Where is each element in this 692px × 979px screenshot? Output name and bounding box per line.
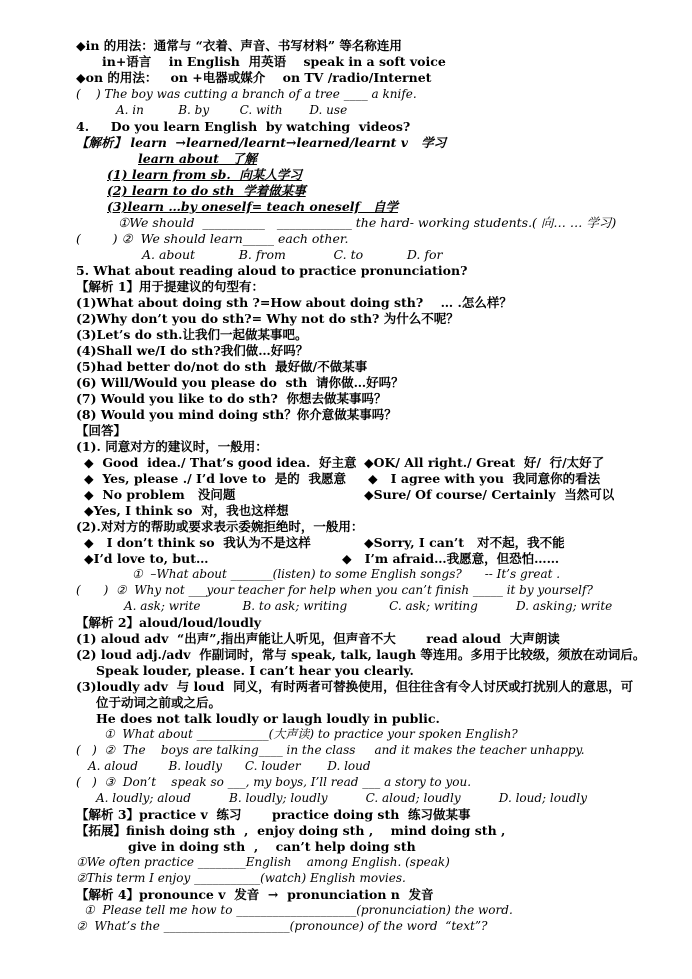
text-line: (3)Let’s do sth.让我们一起做某事吧。 xyxy=(76,327,308,342)
text-line: ② What’s the _____________________(pronounce) of the word “text”? xyxy=(76,919,488,933)
text-line: ◆ No problem 没问题 xyxy=(84,487,236,502)
text-line: 【解析】 learn →learned/learnt→learned/learnt v 学习 xyxy=(76,135,447,150)
text-line: ① What about ____________(大声读) to practice your spoken English? xyxy=(104,727,518,741)
text-line: (6) Will/Would you please do sth 请你做…好吗？ xyxy=(76,375,404,390)
text-line: ( ) ② Why not ___your teacher for help when you can’t finish _____ it by yourself? xyxy=(76,583,593,597)
text-line: He does not talk loudly or laugh loudly in public. xyxy=(96,711,440,726)
text-line: A. aloud B. loudly C. louder D. loud xyxy=(88,759,371,773)
right-column-text: ◆OK/ All right./ Great 好/ 行/太好了 xyxy=(364,455,605,470)
text-line: A. ask; write B. to ask; writing C. ask; writing D. asking; write xyxy=(124,599,613,613)
text-line: (4)Shall we/I do sth?我们做…好吗？ xyxy=(76,343,309,358)
text-line: ( ) ③ Don’t speak so ___, my boys, I’ll read ___ a story to you. xyxy=(76,775,472,789)
text-line: 【拓展】finish doing sth , enjoy doing sth , mind doing sth , xyxy=(76,823,506,838)
text-line: 【回答】 xyxy=(76,423,127,438)
text-line: ① –What about _______(listen) to some English songs? -- It’s great . xyxy=(132,567,561,581)
text-line: (5)had better do/not do sth 最好做/不做某事 xyxy=(76,359,368,374)
text-line: ◆I’d love to, but… xyxy=(84,551,209,566)
text-line: ( ) ② The boys are talking____ in the class and it makes the teacher unhappy. xyxy=(76,743,585,757)
text-line: A. loudly; aloud B. loudly; loudly C. aloud; loudly D. loud; loudly xyxy=(96,791,587,805)
text-line: 【解析 4】pronounce v 发音 → pronunciation n 发音 xyxy=(76,887,434,902)
text-line: ① Please tell me how to ____________________(pronunciation) the word. xyxy=(84,903,513,917)
text-line: ①We often practice ________English among English. (speak) xyxy=(76,855,450,869)
text-line: Speak louder, please. I can’t hear you clearly. xyxy=(96,663,414,678)
text-line: ①We should __________ ____________ the hard- working students.( 向… … 学习) xyxy=(118,215,617,230)
text-line: (2)Why don’t you do sth?= Why not do sth? 为什么不呢？ xyxy=(76,311,459,326)
text-line: 【解析 2】aloud/loud/loudly xyxy=(76,615,262,630)
text-line: (2).对对方的帮助或要求表示委婉拒绝时，一般用： xyxy=(76,519,364,534)
text-line: (7) Would you like to do sth? 你想去做某事吗？ xyxy=(76,391,387,406)
text-line: (1) learn from sb. 向某人学习 xyxy=(107,167,302,182)
text-line: ◆ Yes, please ./ I’d love to 是的 我愿意 xyxy=(84,471,346,486)
text-line: (1). 同意对方的建议时，一般用： xyxy=(76,439,268,454)
text-line: ( ) ② We should learn_____ each other. xyxy=(76,231,349,246)
text-line: (1) aloud adv “出声”,指出声能让人听见，但声音不大 read aloud 大声朗读 xyxy=(76,631,560,646)
text-line: 【解析 1】用于提建议的句型有： xyxy=(76,279,265,294)
text-line: ◆Yes, I think so 对，我也这样想 xyxy=(84,503,289,518)
right-column-text: ◆Sorry, I can’t 对不起，我不能 xyxy=(364,535,565,550)
text-line: 5. What about reading aloud to practice pronunciation? xyxy=(76,263,468,278)
text-line: in+语言 in English 用英语 speak in a soft voice xyxy=(102,54,446,69)
text-line: ◆in 的用法：通常与 “衣着、声音、书写材料” 等名称连用 xyxy=(76,38,402,53)
right-column-text: ◆Sure/ Of course/ Certainly 当然可以 xyxy=(364,487,615,502)
text-line: A. about B. from C. to D. for xyxy=(142,247,443,262)
text-line: 【解析 3】practice v 练习 practice doing sth 练习做某事 xyxy=(76,807,471,822)
text-line: 位于动词之前或之后。 xyxy=(96,695,222,710)
text-line: ◆ Good idea./ That’s good idea. 好主意 xyxy=(84,455,357,470)
text-line: (3)loudly adv 与 loud 同义，有时两者可替换使用，但往往含有令人讨厌或打扰别人的意思，可 xyxy=(76,679,634,694)
text-line: learn about 了解 xyxy=(138,151,257,166)
text-line: (2) learn to do sth 学着做某事 xyxy=(107,183,306,198)
text-line: 4. Do you learn English by watching videos? xyxy=(76,119,411,134)
text-line: (3)learn …by oneself= teach oneself 自学 xyxy=(107,199,398,214)
text-line: give in doing sth , can’t help doing sth xyxy=(128,839,416,854)
text-line: ◆ I don’t think so 我认为不是这样 xyxy=(84,535,311,550)
text-line: ( ) The boy was cutting a branch of a tree ____ a knife. xyxy=(76,87,417,101)
text-line: ②This term I enjoy ___________(watch) English movies. xyxy=(76,871,406,885)
text-line: (8) Would you mind doing sth？你介意做某事吗？ xyxy=(76,407,397,422)
text-line: ◆on 的用法： on +电器或媒介 on TV /radio/Internet xyxy=(76,70,432,85)
right-column-text: ◆ I agree with you 我同意你的看法 xyxy=(368,471,601,486)
text-line: A. in B. by C. with D. use xyxy=(116,103,348,117)
text-line: (2) loud adj./adv 作副词时，常与 speak, talk, laugh 等连用。多用于比较级，须放在动词后。 xyxy=(76,647,646,662)
right-column-text: ◆ I’m afraid…我愿意，但恐怕…… xyxy=(342,551,560,566)
text-line: (1)What about doing sth ?=How about doing sth? … .怎么样？ xyxy=(76,295,512,310)
